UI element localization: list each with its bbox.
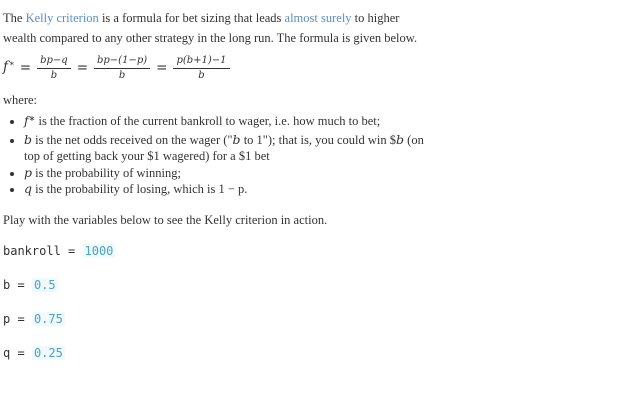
fraction-2: $\frac{bp-(1-p)}{b}$ [94,55,150,82]
equals-sign: = [156,60,168,76]
math-var-b: b [232,131,241,147]
def-text: is the probability of winning; [32,165,181,180]
list-item-p [24,165,427,182]
math-var-b: b [396,131,405,147]
variable-name: b [3,277,11,292]
math-var-q: q [24,181,33,196]
where-label: where: [3,93,38,107]
variable-p [3,312,640,326]
list-item-f [24,113,427,132]
assign-operator: = [17,277,25,292]
almost-surely-link[interactable]: almost surely [284,11,352,25]
definitions-list [3,113,427,198]
list-item-b [24,132,427,165]
fraction-1: $\frac{bp-q}{b}$ [37,55,71,82]
def-text: is the fraction of the current bankroll to wager, i.e. how much to bet; [35,114,381,128]
play-text: Play with the variables below to see the Kelly criterion in action. [3,212,328,227]
kelly-formula [3,54,640,82]
bankroll-value[interactable]: 1000 [84,243,114,258]
variable-b [3,278,640,292]
variable-name: p [3,311,11,326]
fraction-3: $\frac{p(b+1)-1}{b}$ [173,55,229,82]
variable-name: q [3,345,11,360]
p-value[interactable]: 0.75 [33,311,63,326]
assign-operator: = [17,311,25,326]
def-text: is the net odds received on the wager (" [32,132,233,147]
intro-text-mid: is a formula for bet sizing that leads [98,11,285,25]
asterisk-superscript: ∗ [28,114,36,123]
intro-text-post: to higher wealth compared to any other strategy in the long run. The formula is given below. [3,11,418,45]
variable-name: bankroll [3,243,61,258]
def-text: to 1"); that is, you could win $ [240,132,397,147]
equals-sign: = [76,60,88,76]
intro-paragraph [3,8,431,48]
list-item-q [24,181,427,198]
assign-operator: = [17,345,25,360]
math-var-b: b [24,131,33,147]
def-text: is the probability of losing, which is 1 − p. [32,182,248,196]
assign-operator: = [68,243,76,258]
kelly-criterion-link[interactable]: Kelly criterion [25,11,99,25]
q-value[interactable]: 0.25 [33,345,63,360]
variable-bankroll [3,244,640,258]
formula-lhs: f∗ [3,59,15,75]
b-value[interactable]: 0.5 [33,277,56,292]
math-var-p: p [24,164,33,180]
intro-text-pre: The [3,11,26,25]
def-text: (on top of getting back your $1 wagered) for a $1 bet [24,132,424,163]
math-var-f: f [24,113,29,128]
equals-sign: = [19,60,32,76]
article [3,8,640,360]
asterisk-superscript: ∗ [9,59,15,69]
variable-q [3,346,640,360]
